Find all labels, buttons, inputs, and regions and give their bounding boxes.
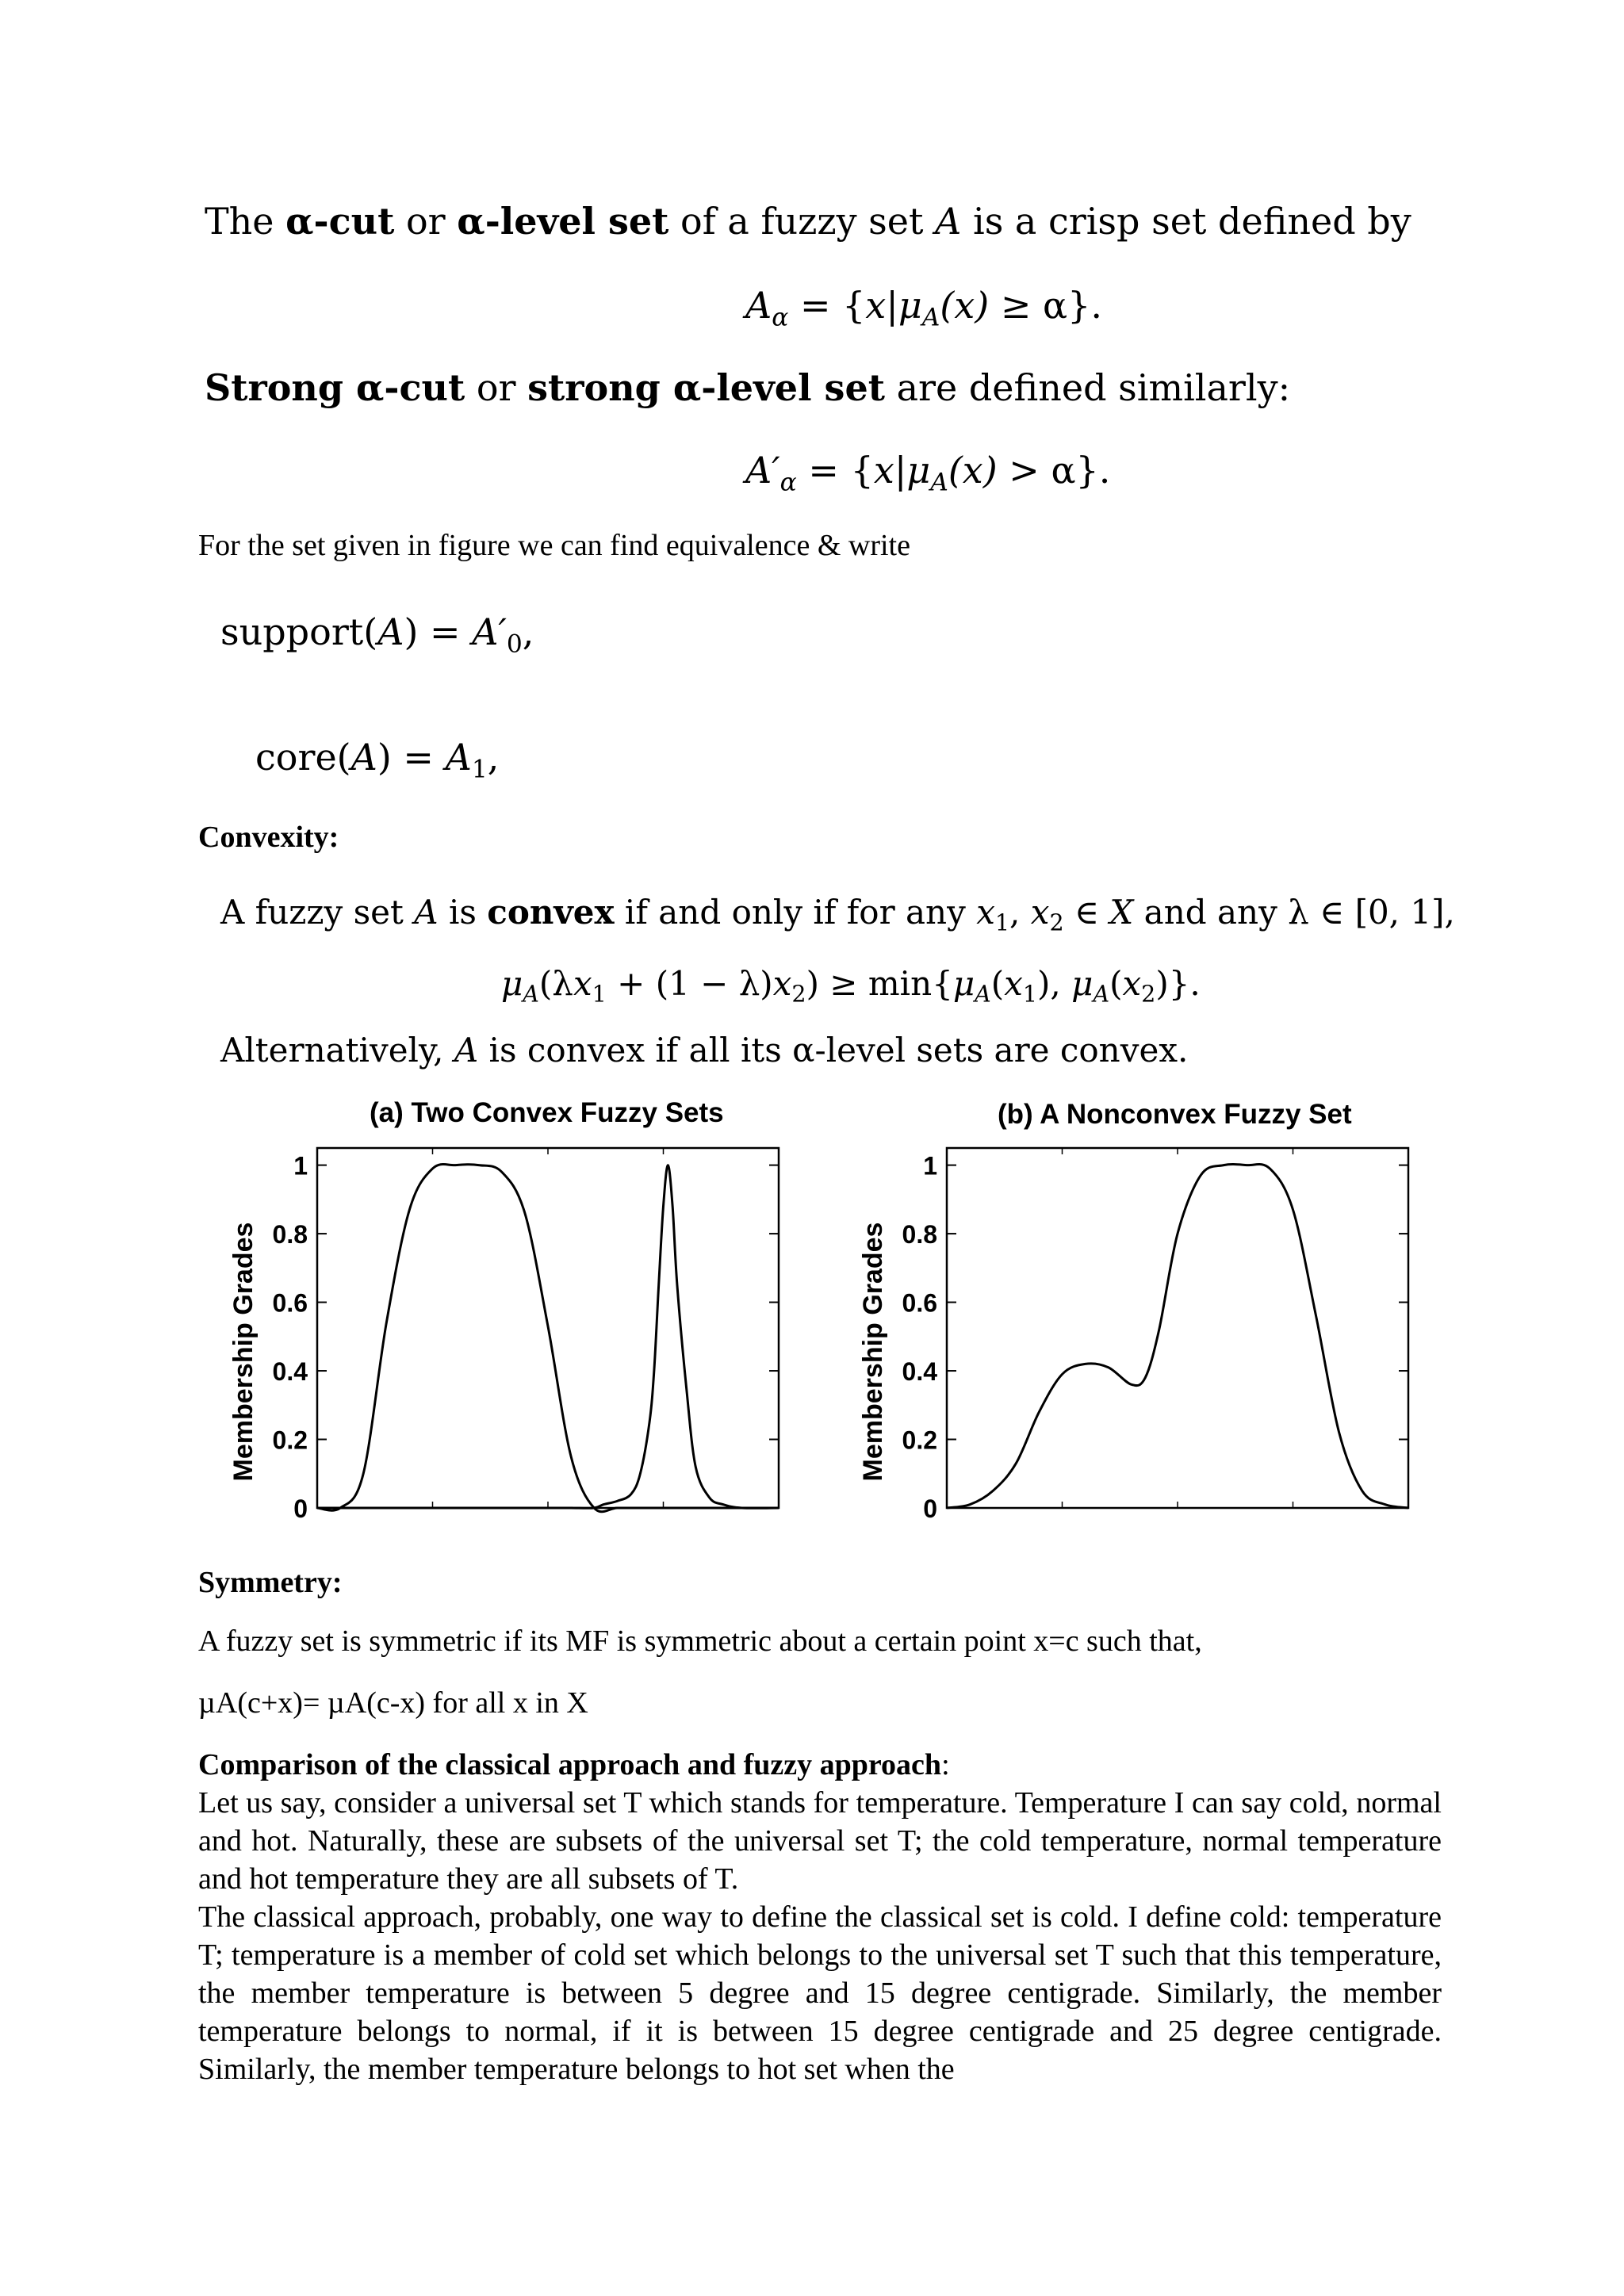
eq: μ <box>1071 964 1094 1003</box>
eq-text: support( <box>220 610 378 653</box>
comparison-paragraph-1: Let us say, consider a universal set T which stands for temperature. Temperature I can say cold, normal and hot. Naturally, these are subsets of the universal set T; the cold temperature, normal temperature and hot temperature they are all subsets of T. <box>198 1786 1442 1896</box>
eq: A <box>1093 980 1110 1008</box>
chart-b-ytick-label: 0.8 <box>902 1220 937 1249</box>
equivalence-text: For the set given in figure we can find equivalence & write <box>198 529 910 562</box>
term-alpha-level-set: α-level set <box>457 200 669 243</box>
chart-a-ylabel: Membership Grades <box>228 1222 259 1482</box>
chart-a-series-0-line <box>317 1165 779 1512</box>
text: The <box>205 200 286 243</box>
chart-a-series-1-line <box>317 1165 779 1509</box>
eq: 2 <box>1141 980 1156 1008</box>
variable-a: A <box>414 893 439 932</box>
text: , <box>1009 893 1031 932</box>
chart-b-ytick-label: 1 <box>923 1151 937 1181</box>
eq: 1 <box>1022 980 1038 1008</box>
eq-text: core( <box>255 736 351 779</box>
chart-b-ytick-label: 0 <box>923 1494 937 1523</box>
text: if and only if for any <box>614 893 977 932</box>
eq-var: A <box>377 610 404 653</box>
eq-text: , <box>522 610 534 653</box>
chart-a-title: (a) Two Convex Fuzzy Sets <box>370 1097 724 1128</box>
term-convex: convex <box>487 893 615 932</box>
var-X: X <box>1109 893 1134 932</box>
eq: )}. <box>1155 964 1201 1003</box>
eq: x <box>772 964 792 1003</box>
eq-mu-sub: A <box>921 303 940 332</box>
eq-sub: 0 <box>506 629 523 659</box>
eq-text: ) = <box>404 610 473 653</box>
chart-a-ytick-label: 0 <box>293 1494 308 1523</box>
text: and any λ ∈ [0, 1], <box>1133 893 1455 932</box>
eq-mu-sub: A <box>930 468 948 497</box>
eq-text: = { <box>788 284 866 327</box>
text: is <box>438 893 488 932</box>
chart-b-title: (b) A Nonconvex Fuzzy Set <box>998 1099 1352 1130</box>
eq-sub: α <box>779 468 797 497</box>
eq: ), <box>1037 964 1072 1003</box>
eq-mu: μ <box>898 284 922 327</box>
chart-b-ytick-label: 0.2 <box>902 1425 937 1455</box>
var-x1: x <box>976 893 995 932</box>
sub: 1 <box>994 909 1010 936</box>
eq: (λ <box>538 964 573 1003</box>
eq: 1 <box>592 980 607 1008</box>
eq-sub: 1 <box>471 755 488 784</box>
chart-b-ytick-label: 0.4 <box>902 1357 937 1387</box>
eq: 2 <box>791 980 806 1008</box>
eq: ( <box>990 964 1005 1003</box>
eq-sub: α <box>772 303 789 332</box>
term-strong-alpha-level-set: strong α-level set <box>527 366 885 409</box>
chart-a-ytick-label: 0.8 <box>272 1220 308 1249</box>
variable-a: A <box>454 1031 479 1070</box>
eq-rhs: A′ <box>472 610 507 653</box>
variable-a: A <box>935 200 962 243</box>
eq-lhs: A′ <box>745 449 780 492</box>
chart-a-ytick-label: 0.6 <box>272 1288 308 1318</box>
comparison-paragraph-2: The classical approach, probably, one way to define the classical set is cold. I define cold: temperature T; temperature is a member of cold set which belongs to the universal set T such that this temperature, the member temperature is between 5 degree and 15 degree centigrade. Similarly, the member temperature belongs to normal, if it is between 15 degree centigrade and 25 degree centigrade. Similarly, the member temperature belongs to hot set when the <box>198 1900 1442 2086</box>
comparison-heading-colon: : <box>941 1748 950 1781</box>
eq-var: A <box>350 736 377 779</box>
eq: + (1 − λ) <box>606 964 773 1003</box>
text: is a crisp set defined by <box>961 200 1411 243</box>
text: A fuzzy set <box>220 893 415 932</box>
eq: μ <box>952 964 975 1003</box>
eq: x <box>573 964 592 1003</box>
term-alpha-cut: α-cut <box>356 366 465 409</box>
eq: ( <box>1109 964 1123 1003</box>
eq: A <box>523 980 539 1008</box>
symmetry-formula: µA(c+x)= µA(c-x) for all x in X <box>198 1686 588 1720</box>
eq: μ <box>501 964 523 1003</box>
comparison-heading <box>198 1746 950 1784</box>
eq-rel: > α}. <box>997 449 1111 492</box>
eq-text: , <box>487 736 500 779</box>
chart-b-plot-frame <box>947 1148 1408 1508</box>
text: are defined similarly: <box>884 366 1291 409</box>
text: ∈ <box>1063 893 1110 932</box>
convexity-heading: Convexity: <box>198 821 339 854</box>
text: Alternatively, <box>220 1031 454 1070</box>
chart-b-ytick-label: 0.6 <box>902 1288 937 1318</box>
eq-arg: (x) <box>940 284 990 327</box>
text: of a fuzzy set <box>668 200 936 243</box>
var-x2: x <box>1030 893 1050 932</box>
symmetry-text: A fuzzy set is symmetric if its MF is symmetric about a certain point x=c such that, <box>198 1624 1202 1658</box>
eq: x <box>1004 964 1023 1003</box>
comparison-heading-text: Comparison of the classical approach and fuzzy approach <box>198 1748 942 1781</box>
eq-text: = { <box>796 449 874 492</box>
chart-b-series-0-line <box>947 1164 1408 1508</box>
text: or <box>465 366 528 409</box>
eq-rhs: A <box>445 736 472 779</box>
text: or <box>394 200 458 243</box>
eq-bar: | <box>894 449 907 492</box>
eq-bar: | <box>886 284 898 327</box>
term-strong: Strong <box>205 366 357 409</box>
text: is convex if all its α-level sets are convex. <box>478 1031 1189 1070</box>
eq-lhs: A <box>745 284 772 327</box>
term-alpha-cut: α-cut <box>285 200 395 243</box>
symmetry-heading: Symmetry: <box>198 1566 343 1599</box>
eq: A <box>975 980 991 1008</box>
sub: 2 <box>1049 909 1064 936</box>
eq: x <box>1122 964 1142 1003</box>
chart-b-ylabel: Membership Grades <box>858 1222 888 1482</box>
chart-a-ytick-label: 1 <box>293 1151 308 1181</box>
eq-text: ) = <box>377 736 446 779</box>
eq: ) ≥ min{ <box>806 964 953 1003</box>
eq-rel: ≥ α}. <box>989 284 1102 327</box>
eq-mu: μ <box>906 449 931 492</box>
eq-x: x <box>865 284 887 327</box>
chart-a-ytick-label: 0.4 <box>272 1357 308 1387</box>
eq-arg: (x) <box>948 449 998 492</box>
eq-x: x <box>873 449 894 492</box>
chart-a-ytick-label: 0.2 <box>272 1425 308 1455</box>
